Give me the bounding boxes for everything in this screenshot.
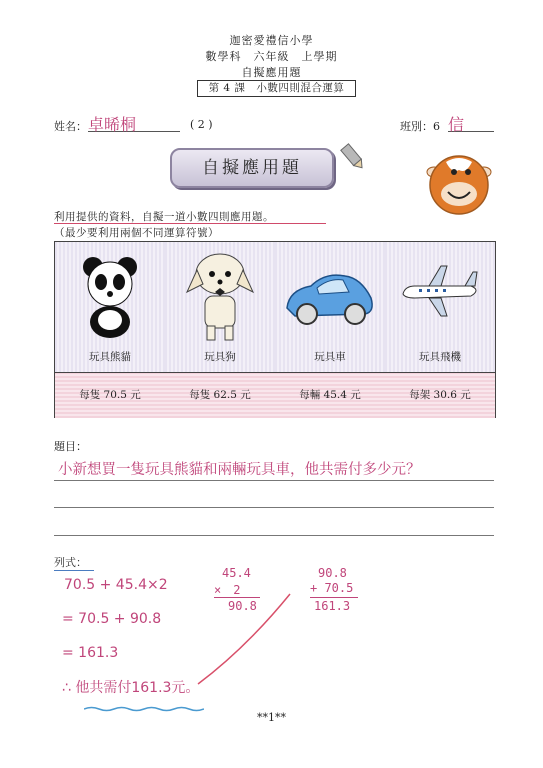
- mult-top: 45.4: [222, 566, 251, 580]
- toy-card-panda: [55, 242, 165, 417]
- toy-price: 每隻 62.5 元: [189, 389, 251, 401]
- class-label: 班別：6: [400, 120, 440, 133]
- check-mark-icon: [196, 588, 296, 688]
- subject-line: 數學科 六年級 上學期: [205, 50, 338, 63]
- add-result: 161.3: [314, 599, 351, 613]
- answer-line: [54, 535, 494, 536]
- answer-statement: ∴ 他共需付161.3元。: [62, 680, 200, 696]
- price-box: [385, 372, 495, 418]
- instruction-underline: [54, 223, 326, 224]
- mult-operator: × 2: [214, 583, 241, 597]
- toy-name: 玩具狗: [204, 351, 236, 363]
- add-operator: + 70.5: [310, 581, 354, 595]
- title-banner: 自擬應用題: [170, 148, 334, 188]
- toy-price: 每架 30.6 元: [409, 389, 471, 401]
- toy-card-dog: [165, 242, 275, 417]
- topic-line: 自擬應用題: [241, 66, 302, 79]
- cow-head-icon: [424, 150, 494, 220]
- question-label: 題目：: [54, 440, 87, 453]
- working-label: 列式：: [54, 556, 87, 569]
- school-name: 迦密愛禮信小學: [229, 34, 314, 47]
- working-line-1: 70.5 + 45.4×2: [64, 577, 168, 593]
- toy-card-car: [275, 242, 385, 417]
- name-label: 姓名：: [54, 120, 87, 133]
- answer-wave-underline: [84, 697, 204, 703]
- answer-line: [54, 480, 494, 481]
- working-line-3: = 161.3: [62, 645, 119, 661]
- toy-name: 玩具熊貓: [89, 351, 131, 363]
- toy-name: 玩具飛機: [419, 351, 461, 363]
- instruction-line-1: 利用提供的資料，自擬一道小數四則應用題。: [54, 211, 274, 223]
- price-box: [55, 372, 165, 418]
- name-field: 卓晞桐: [88, 112, 180, 132]
- class-field: 信: [448, 112, 494, 132]
- working-label-underline: [54, 570, 94, 571]
- lesson-box: 第 4 課 小數四則混合運算: [197, 80, 356, 97]
- price-box: [275, 372, 385, 418]
- toy-grid: [54, 241, 496, 418]
- add-rule: [310, 597, 358, 598]
- add-top: 90.8: [318, 566, 347, 580]
- toy-price: 每輛 45.4 元: [299, 389, 361, 401]
- instruction-line-2: （最少要利用兩個不同運算符號）: [54, 227, 219, 239]
- page-number: **1**: [257, 711, 286, 724]
- student-number: ( 2 ): [190, 118, 213, 131]
- price-box: [165, 372, 275, 418]
- toy-price: 每隻 70.5 元: [79, 389, 141, 401]
- question-text: 小新想買一隻玩具熊貓和兩輛玩具車，他共需付多少元？: [58, 462, 421, 478]
- toy-card-plane: [385, 242, 495, 417]
- working-line-2: = 70.5 + 90.8: [62, 611, 162, 627]
- answer-line: [54, 507, 494, 508]
- pencil-icon: [338, 142, 368, 172]
- mult-result: 90.8: [228, 599, 257, 613]
- toy-name: 玩具車: [314, 351, 346, 363]
